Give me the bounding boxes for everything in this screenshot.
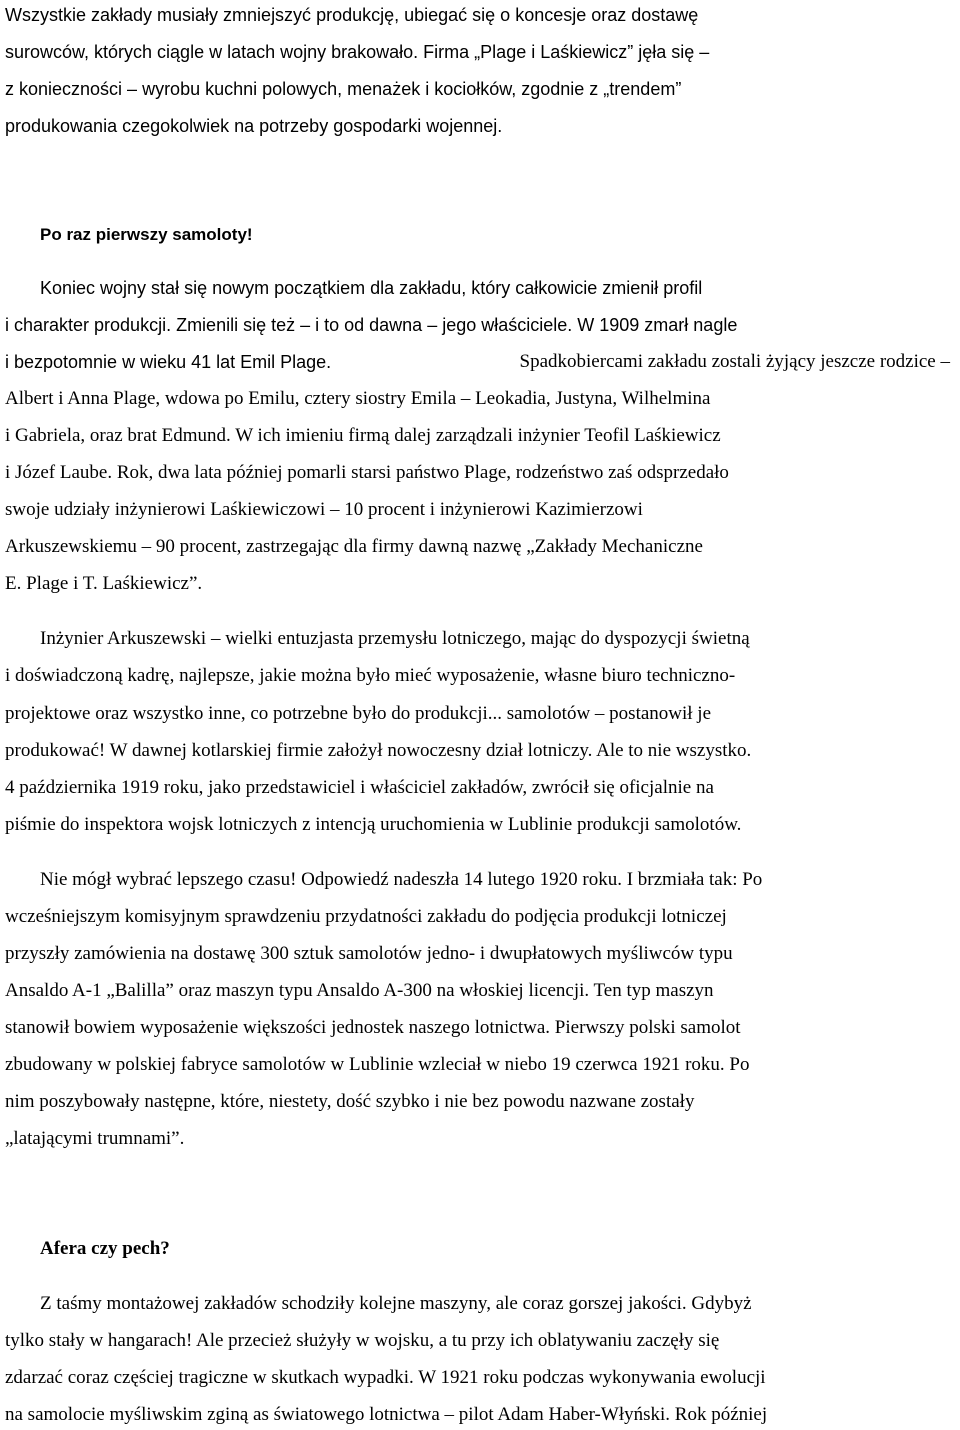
intro-line-1: Wszystkie zakłady musiały zmniejszyć produkcję, ubiegać się o koncesje oraz dostawę	[5, 5, 699, 25]
p4-line-4: na samolocie myśliwskim zginą as światowego lotnictwa – pilot Adam Haber-Włyński. Rok później	[5, 1404, 768, 1425]
p1-line-3-sans: i bezpotomnie w wieku 41 lat Emil Plage.	[5, 352, 332, 372]
p2-line-5: 4 października 1919 roku, jako przedstawiciel i właściciel zakładów, zwrócił się oficjalnie na	[5, 777, 714, 798]
p2-line-4: produkować! W dawnej kotlarskiej firmie założył nowoczesny dział lotniczy. Ale to nie wszystko.	[5, 740, 752, 761]
p1b-line-1: Albert i Anna Plage, wdowa po Emilu, cztery siostry Emila – Leokadia, Justyna, Wilhelmina	[5, 388, 711, 409]
p3-line-4: Ansaldo A-1 „Balilla” oraz maszyn typu Ansaldo A-300 na włoskiej licencji. Ten typ maszyn	[5, 980, 714, 1001]
p1b-line-3: i Józef Laube. Rok, dwa lata później pomarli starsi państwo Plage, rodzeństwo zaś odsprzedało	[5, 462, 729, 483]
section-heading-afera-czy-pech: Afera czy pech?	[40, 1238, 170, 1259]
p1b-line-2: i Gabriela, oraz brat Edmund. W ich imieniu firmą dalej zarządzali inżynier Teofil Laśkiewicz	[5, 425, 721, 446]
p2-line-2: i doświadczoną kadrę, najlepsze, jakie można było mieć wyposażenie, własne biuro techniczno-	[5, 665, 736, 686]
p2-line-6: piśmie do inspektora wojsk lotniczych z intencją uruchomienia w Lublinie produkcji samolotów.	[5, 814, 742, 835]
p1b-line-6: E. Plage i T. Laśkiewicz”.	[5, 573, 203, 594]
p1-line-3	[5, 350, 950, 374]
p1b-line-4: swoje udziały inżynierowi Laśkiewiczowi – 10 procent i inżynierowi Kazimierzowi	[5, 499, 643, 520]
p3-line-1: Nie mógł wybrać lepszego czasu! Odpowiedź nadeszła 14 lutego 1920 roku. I brzmiała tak: Po	[40, 869, 763, 890]
p3-line-2: wcześniejszym komisyjnym sprawdzeniu przydatności zakładu do podjęcia produkcji lotniczej	[5, 906, 727, 927]
p1-line-3-serif: Spadkobiercami zakładu zostali żyjący jeszcze rodzice –	[519, 351, 950, 372]
p3-line-7: nim poszybowały następne, które, niestety, dość szybko i nie bez powodu nazwane zostały	[5, 1091, 695, 1112]
intro-line-2: surowców, których ciągle w latach wojny brakowało. Firma „Plage i Laśkiewicz” jęła się –	[5, 42, 710, 62]
p3-line-5: stanowił bowiem wyposażenie większości jednostek naszego lotnictwa. Pierwszy polski samolot	[5, 1017, 741, 1038]
p2-line-1: Inżynier Arkuszewski – wielki entuzjasta przemysłu lotniczego, mając do dyspozycji świetną	[40, 628, 750, 649]
p2-line-3: projektowe oraz wszystko inne, co potrzebne było do produkcji... samolotów – postanowił je	[5, 703, 712, 724]
p4-line-1: Z taśmy montażowej zakładów schodziły kolejne maszyny, ale coraz gorszej jakości. Gdybyż	[40, 1293, 752, 1314]
p1-line-2: i charakter produkcji. Zmienili się też – i to od dawna – jego właściciele. W 1909 zmarł nagle	[5, 315, 738, 335]
p1-line-1: Koniec wojny stał się nowym początkiem dla zakładu, który całkowicie zmienił profil	[40, 278, 703, 298]
p3-line-8: „latającymi trumnami”.	[5, 1128, 185, 1149]
p1b-line-5: Arkuszewskiemu – 90 procent, zastrzegając dla firmy dawną nazwę „Zakłady Mechaniczne	[5, 536, 703, 557]
intro-line-3: z konieczności – wyrobu kuchni polowych, menażek i kociołków, zgodnie z „trendem”	[5, 79, 682, 99]
p4-line-2: tylko stały w hangarach! Ale przecież służyły w wojsku, a tu przy ich oblatywaniu zaczęły się	[5, 1330, 720, 1351]
p3-line-6: zbudowany w polskiej fabryce samolotów w Lublinie wzleciał w niebo 19 czerwca 1921 roku. Po	[5, 1054, 750, 1075]
p4-line-3: zdarzać coraz częściej tragiczne w skutkach wypadki. W 1921 roku podczas wykonywania ewolucji	[5, 1367, 766, 1388]
p3-line-3: przyszły zamówienia na dostawę 300 sztuk samolotów jedno- i dwupłatowych myśliwców typu	[5, 943, 733, 964]
section-heading-po-raz-pierwszy: Po raz pierwszy samoloty!	[40, 225, 253, 244]
intro-line-4: produkowania czegokolwiek na potrzeby gospodarki wojennej.	[5, 116, 503, 136]
